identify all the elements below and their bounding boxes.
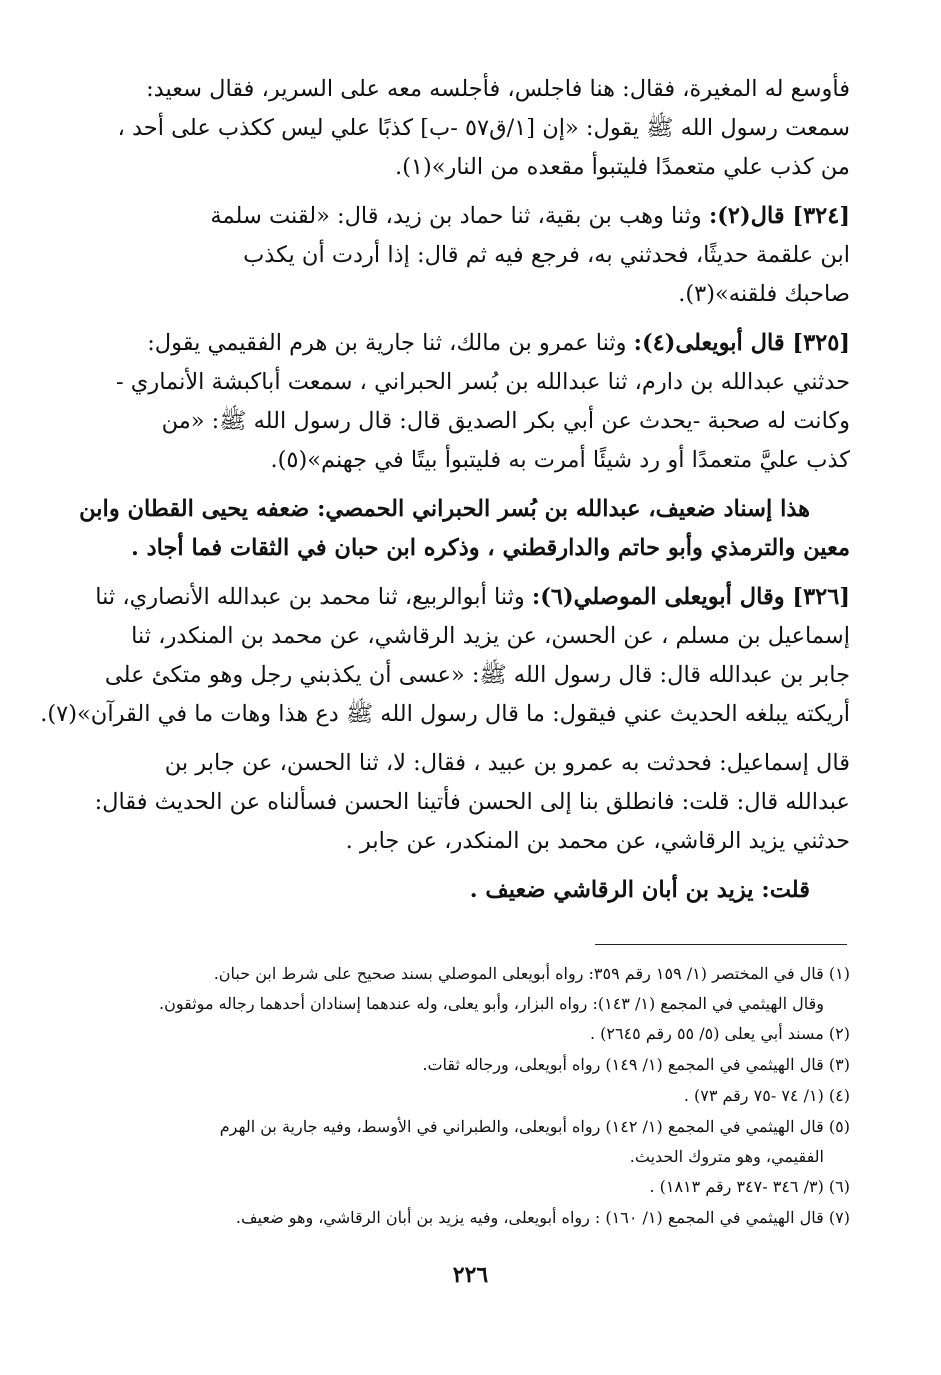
paragraph-324 [78,197,850,314]
grading-paragraph [78,490,850,568]
text-segment: وثنا أبوالربيع، ثنا محمد بن عبدالله الأنصاري، ثنا [95,584,525,610]
text-line: من كذب علي متعمدًا فليتبوأ مقعده من النار»(١). [394,154,850,180]
footnote-5: (٥) قال الهيثمي في المجمع (١/ ١٤٢) رواه أبويعلى، والطبراني في الأوسط، وفيه جارية بن الهرم [219,1117,850,1136]
text-line: سمعت رسول الله ﷺ يقول: «إن [١/ق٥٧ -ب] كذبًا علي ليس ككذب على أحد ، [117,115,850,141]
text-line: هذا إسناد ضعيف، عبدالله بن بُسر الحبراني الحمصي: ضعفه يحيى القطان وابن [79,496,810,522]
paragraph-1 [78,70,850,187]
paragraph-ismail [78,744,850,861]
footnote-1: (١) قال في المختصر (١/ ١٥٩ رقم ٣٥٩: رواه أبويعلى الموصلي بسند صحيح على شرط ابن حبان. [213,964,850,983]
footnote-4: (٤) (١/ ٧٤ -٧٥ رقم ٧٣) . [683,1086,850,1105]
text-line: ابن علقمة حديثًا، فحدثني به، فرجع فيه ثم قال: إذا أردت أن يكذب [243,242,850,268]
paragraph-326 [40,578,850,734]
footnote-3: (٣) قال الهيثمي في المجمع (١/ ١٤٩) رواه أبويعلى، ورجاله ثقات. [422,1055,850,1074]
paragraph-325 [78,324,850,480]
text-line: قلت: يزيد بن أبان الرقاشي ضعيف . [469,877,810,903]
text-line: أريكته يبلغه الحديث عني فيقول: ما قال رسول الله ﷺ دع هذا وهات ما في القرآن»(٧). [40,701,850,727]
main-text [40,70,850,920]
text-line: كذب عليَّ متعمدًا أو رد شيئًا أمرت به فليتبوأ بيتًا في جهنم»(٥). [270,447,850,473]
hadith-number-326: [٣٢٦] وقال أبويعلى الموصلي(٦): [531,584,850,610]
text-line: قال إسماعيل: فحدثت به عمرو بن عبيد ، فقال: لا، ثنا الحسن، عن جابر بن [164,750,850,776]
conclusion-paragraph [78,871,850,910]
text-line: إسماعيل بن مسلم ، عن الحسن، عن يزيد الرقاشي، عن محمد بن المنكدر، ثنا [131,623,850,649]
text-line: عبدالله قال: قلت: فانطلق بنا إلى الحسن فأتينا الحسن فسألناه عن الحديث فقال: [94,789,850,815]
text-line: فأوسع له المغيرة، فقال: هنا فاجلس، فأجلسه معه على السرير، فقال سعيد: [146,76,850,102]
hadith-number-325: [٣٢٥] قال أبويعلى(٤): [633,330,850,356]
text-line: معين والترمذي وأبو حاتم والدارقطني ، وذكره ابن حبان في الثقات فما أجاد . [130,535,850,561]
text-line [78,197,850,236]
text-line [78,578,850,617]
text-line: حدثني عبدالله بن دارم، ثنا عبدالله بن بُسر الحبراني ، سمعت أباكبشة الأنماري - [115,369,850,395]
text-line: صاحبك فلقنه»(٣). [678,281,850,307]
text-line: حدثني يزيد الرقاشي، عن محمد بن المنكدر، عن جابر . [345,828,850,854]
footnote-6: (٦) (٣/ ٣٤٦ -٣٤٧ رقم ١٨١٣) . [649,1177,850,1196]
hadith-number-324: [٣٢٤] قال(٢): [708,203,850,229]
footnote-1-continued: وقال الهيثمي في المجمع (١/ ١٤٣): رواه البزار، وأبو يعلى، وله عندهما إسنادان أحدهما رجاله موثقون. [159,994,824,1013]
footnote-5-continued: الفقيمي، وهو متروك الحديث. [629,1147,824,1166]
text-line [78,324,850,363]
footnotes [78,958,850,1233]
footnote-2: (٢) مسند أبي يعلى (٥/ ٥٥ رقم ٢٦٤٥) . [589,1024,850,1043]
footnote-separator [595,944,847,945]
text-segment: وثنا عمرو بن مالك، ثنا جارية بن هرم الفقيمي يقول: [147,330,627,356]
footnote-7: (٧) قال الهيثمي في المجمع (١/ ١٦٠) : رواه أبويعلى، وفيه يزيد بن أبان الرقاشي، وهو ضعيف. [235,1208,850,1227]
page-number: ٢٢٦ [452,1262,489,1288]
text-line: جابر بن عبدالله قال: قال رسول الله ﷺ: «عسى أن يكذبني رجل وهو متكئ على [104,662,850,688]
text-line: وكانت له صحبة -يحدث عن أبي بكر الصديق قال: قال رسول الله ﷺ: «من [161,408,850,434]
text-segment: وثنا وهب بن بقية، ثنا حماد بن زيد، قال: «لقنت سلمة [210,203,702,229]
